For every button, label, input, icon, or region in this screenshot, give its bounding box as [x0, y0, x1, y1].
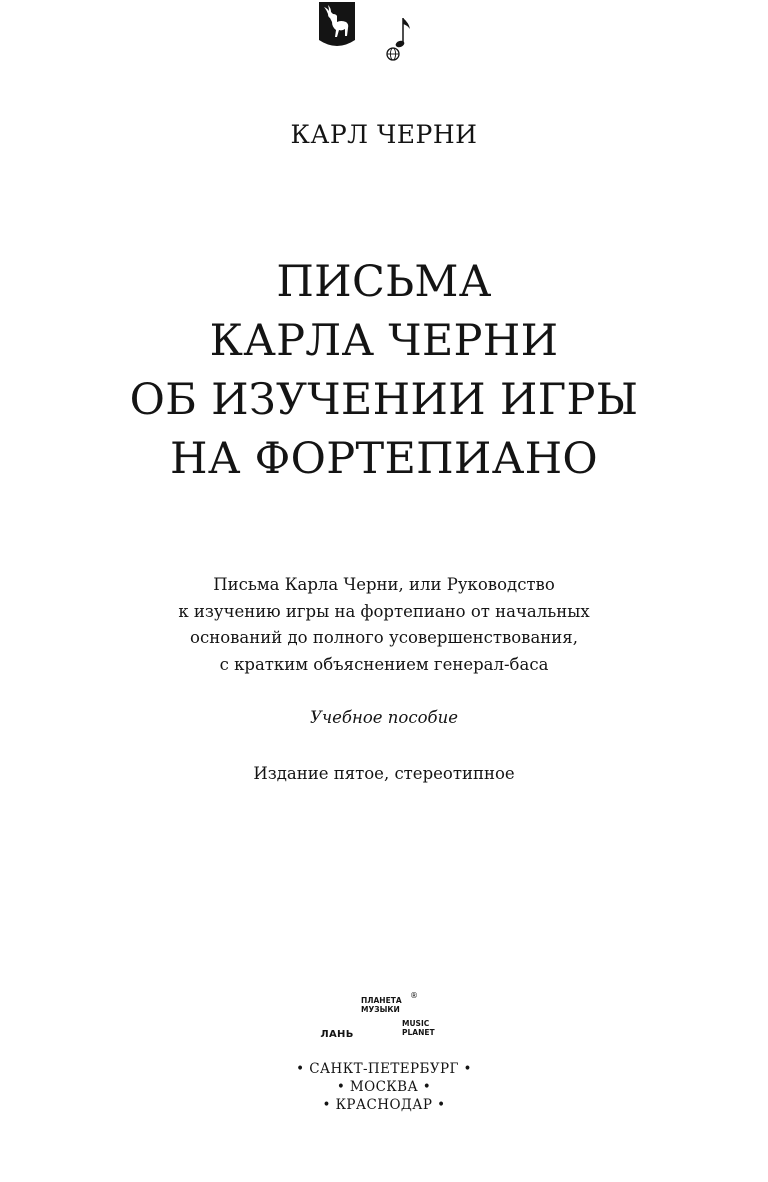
city-line: • КРАСНОДАР • — [322, 1097, 446, 1113]
subtitle-line: с кратким объяснением генерал-баса — [219, 654, 549, 674]
subtitle-line: оснований до полного усовершенствования, — [190, 628, 578, 647]
subtitle-line: Письма Карла Черни, или Руководство — [213, 575, 555, 594]
globe-icon — [387, 48, 399, 60]
music-planet-ru-logo: ПЛАНЕТА МУЗЫКИ — [361, 996, 402, 1014]
edition-info: Издание пятое, стереотипное — [253, 764, 515, 783]
title-line: КАРЛА ЧЕРНИ — [209, 316, 559, 366]
title-line: ОБ ИЗУЧЕНИИ ИГРЫ — [129, 375, 639, 425]
doe-logo-icon — [315, 0, 359, 56]
music-planet-en-logo: MUSIC PLANET — [402, 1019, 435, 1037]
lan-logo-text: ЛАНЬ — [320, 1029, 354, 1040]
title-line: ПИСЬМА — [276, 257, 492, 307]
publisher-cities — [0, 1060, 768, 1114]
city-line: • МОСКВА • — [336, 1079, 432, 1095]
book-title — [0, 253, 768, 489]
music-note-icon — [360, 16, 420, 62]
author-name: КАРЛ ЧЕРНИ — [290, 120, 478, 149]
title-line: НА ФОРТЕПИАНО — [170, 434, 598, 484]
subtitle-line: к изучению игры на фортепиано от начальных — [178, 601, 590, 621]
document-type: Учебное пособие — [309, 708, 459, 727]
registered-mark: ® — [410, 991, 418, 1000]
book-subtitle — [0, 572, 768, 678]
city-line: • САНКТ-ПЕТЕРБУРГ • — [296, 1061, 472, 1077]
